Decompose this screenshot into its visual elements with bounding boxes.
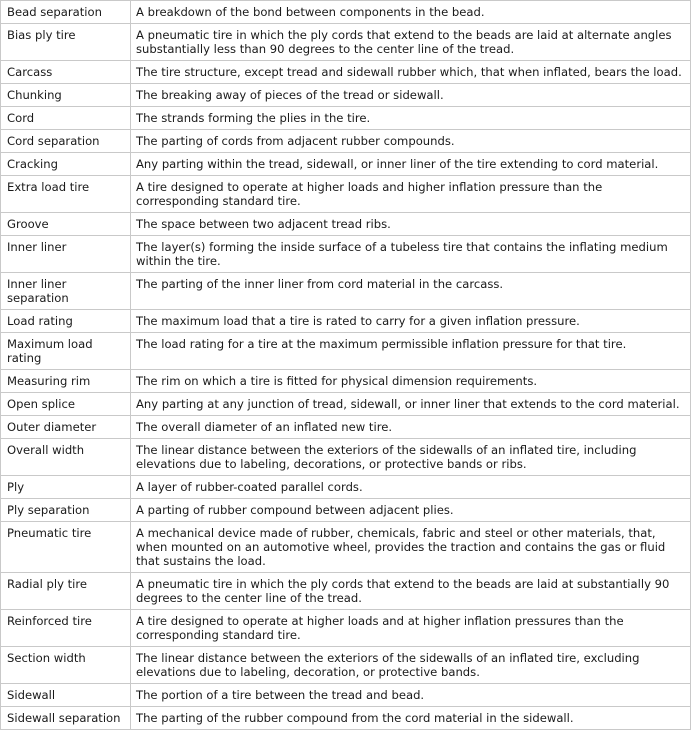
definition-cell: A pneumatic tire in which the ply cords that extend to the beads are laid at substantially 90 degrees to the center line of the tread. (131, 573, 691, 610)
glossary-row (1, 707, 691, 730)
definition-cell: A tire designed to operate at higher loads and at higher inflation pressures than the corresponding standard tire. (131, 610, 691, 647)
glossary-row (1, 310, 691, 333)
definition-cell: A pneumatic tire in which the ply cords that extend to the beads are laid at alternate angles substantially less than 90 degrees to the center line of the tread. (131, 24, 691, 61)
glossary-row (1, 153, 691, 176)
term-cell: Ply separation (1, 499, 131, 522)
definition-cell: The parting of the rubber compound from the cord material in the sidewall. (131, 707, 691, 730)
term-cell: Bead separation (1, 1, 131, 24)
term-cell: Extra load tire (1, 176, 131, 213)
glossary-row (1, 439, 691, 476)
definition-cell: Any parting within the tread, sidewall, or inner liner of the tire extending to cord material. (131, 153, 691, 176)
term-cell: Sidewall separation (1, 707, 131, 730)
glossary-row (1, 647, 691, 684)
term-cell: Outer diameter (1, 416, 131, 439)
glossary-row (1, 476, 691, 499)
definition-cell: Any parting at any junction of tread, sidewall, or inner liner that extends to the cord material. (131, 393, 691, 416)
term-cell: Carcass (1, 61, 131, 84)
term-cell: Radial ply tire (1, 573, 131, 610)
term-cell: Groove (1, 213, 131, 236)
definition-cell: The load rating for a tire at the maximum permissible inflation pressure for that tire. (131, 333, 691, 370)
term-cell: Inner liner (1, 236, 131, 273)
definition-cell: A mechanical device made of rubber, chemicals, fabric and steel or other materials, that, when mounted on an automotive wheel, provides the traction and contains the gas or fluid that sustains the load. (131, 522, 691, 573)
definition-cell: The rim on which a tire is fitted for physical dimension requirements. (131, 370, 691, 393)
definition-cell: The strands forming the plies in the tire. (131, 107, 691, 130)
glossary-row (1, 573, 691, 610)
term-cell: Cord (1, 107, 131, 130)
glossary-row (1, 333, 691, 370)
glossary-row (1, 522, 691, 573)
glossary-row (1, 393, 691, 416)
definition-cell: The space between two adjacent tread ribs. (131, 213, 691, 236)
glossary-row (1, 499, 691, 522)
glossary-row (1, 416, 691, 439)
definition-cell: The parting of cords from adjacent rubber compounds. (131, 130, 691, 153)
definition-cell: The portion of a tire between the tread and bead. (131, 684, 691, 707)
definition-cell: The parting of the inner liner from cord material in the carcass. (131, 273, 691, 310)
term-cell: Inner liner separation (1, 273, 131, 310)
term-cell: Overall width (1, 439, 131, 476)
term-cell: Load rating (1, 310, 131, 333)
definition-cell: The layer(s) forming the inside surface of a tubeless tire that contains the inflating medium within the tire. (131, 236, 691, 273)
term-cell: Section width (1, 647, 131, 684)
definition-cell: The linear distance between the exteriors of the sidewalls of an inflated tire, excluding elevations due to labeling, decoration, or protective bands. (131, 647, 691, 684)
definition-cell: A tire designed to operate at higher loads and higher inflation pressure than the corresponding standard tire. (131, 176, 691, 213)
glossary-row (1, 24, 691, 61)
glossary-row (1, 610, 691, 647)
glossary-row (1, 684, 691, 707)
term-cell: Measuring rim (1, 370, 131, 393)
term-cell: Cord separation (1, 130, 131, 153)
term-cell: Bias ply tire (1, 24, 131, 61)
term-cell: Reinforced tire (1, 610, 131, 647)
glossary-row (1, 61, 691, 84)
definition-cell: The maximum load that a tire is rated to carry for a given inflation pressure. (131, 310, 691, 333)
glossary-row (1, 130, 691, 153)
term-cell: Ply (1, 476, 131, 499)
term-cell: Cracking (1, 153, 131, 176)
term-cell: Sidewall (1, 684, 131, 707)
glossary-row (1, 213, 691, 236)
glossary-row (1, 273, 691, 310)
definition-cell: The tire structure, except tread and sidewall rubber which, that when inflated, bears the load. (131, 61, 691, 84)
definition-cell: The linear distance between the exteriors of the sidewalls of an inflated tire, including elevations due to labeling, decorations, or protective bands or ribs. (131, 439, 691, 476)
term-cell: Open splice (1, 393, 131, 416)
term-cell: Maximum load rating (1, 333, 131, 370)
term-cell: Chunking (1, 84, 131, 107)
glossary-row (1, 1, 691, 24)
definition-cell: The breaking away of pieces of the tread or sidewall. (131, 84, 691, 107)
glossary-row (1, 84, 691, 107)
glossary-row (1, 370, 691, 393)
definition-cell: A breakdown of the bond between components in the bead. (131, 1, 691, 24)
definition-cell: A layer of rubber-coated parallel cords. (131, 476, 691, 499)
glossary-row (1, 176, 691, 213)
term-cell: Pneumatic tire (1, 522, 131, 573)
glossary-row (1, 236, 691, 273)
glossary-row (1, 107, 691, 130)
definition-cell: The overall diameter of an inflated new tire. (131, 416, 691, 439)
definition-cell: A parting of rubber compound between adjacent plies. (131, 499, 691, 522)
